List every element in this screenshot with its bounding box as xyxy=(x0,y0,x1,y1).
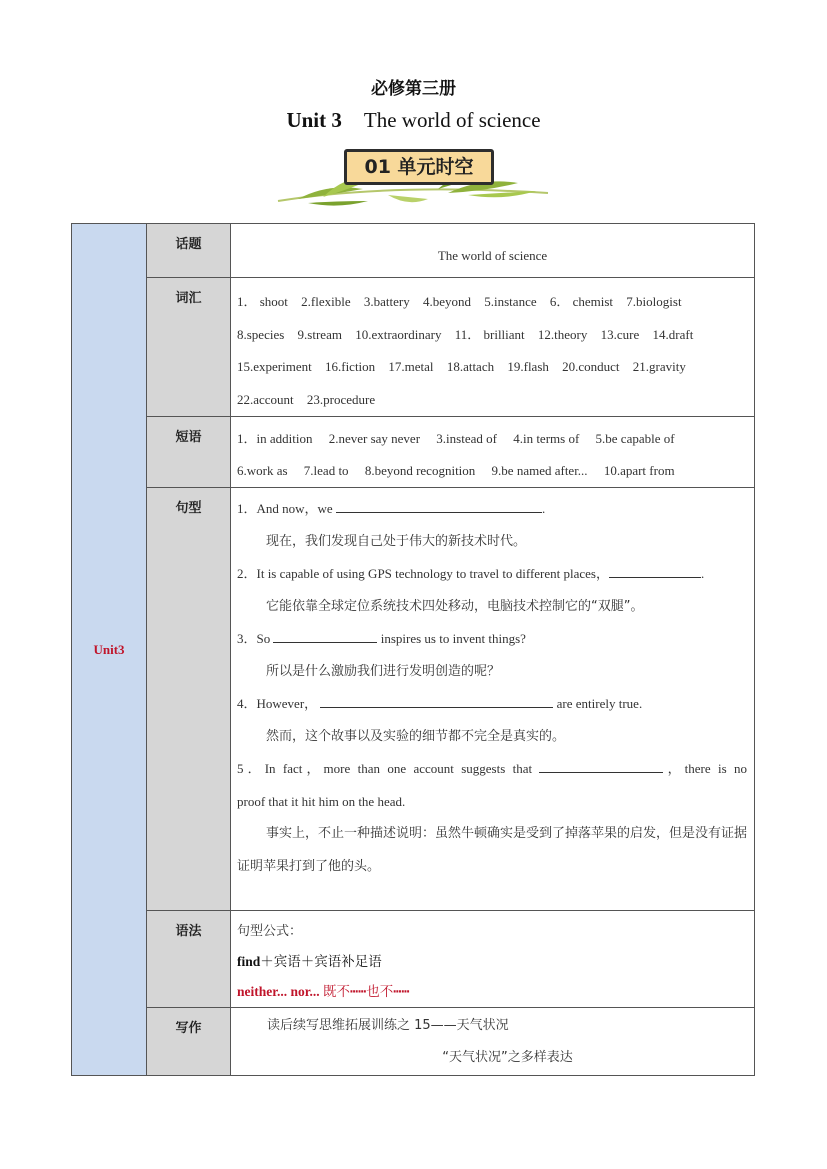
writing-task-title: 读后续写思维拓展训练之 15——天气状况 xyxy=(267,1018,509,1033)
vocabulary-item: 12.theory xyxy=(537,326,588,342)
banner-label: 01 单元时空 xyxy=(344,149,494,185)
vocabulary-item: 6． chemist xyxy=(549,294,614,309)
sentence-5: 5．In fact，more than one account suggests that ，there is no xyxy=(237,753,747,786)
blank-3[interactable] xyxy=(273,628,377,643)
vocabulary-item: 20.conduct xyxy=(562,359,620,374)
phrase-item: 9.be named after... xyxy=(491,463,588,478)
vocabulary-item: 1． shoot xyxy=(237,294,288,309)
phrases-label: 短语 xyxy=(147,417,231,488)
vocabulary-item: 10.extraordinary xyxy=(355,326,442,342)
section-banner xyxy=(268,143,558,215)
sentence-3: 3．So inspires us to invent things? xyxy=(237,623,747,656)
vocabulary-item: 23.procedure xyxy=(306,391,376,407)
vocabulary-item: 15.experiment xyxy=(237,359,312,374)
phrase-item: 2.never say never xyxy=(328,431,421,446)
phrase-item: 3.instead of xyxy=(436,431,497,446)
sentence-1: 1．And now，we . xyxy=(237,493,747,526)
grammar-pattern-find: find＋宾语＋宾语补足语 xyxy=(237,954,382,970)
vocabulary-item: 21.gravity xyxy=(632,359,686,374)
unit-number: Unit 3 xyxy=(286,108,342,132)
phrases-cell xyxy=(231,417,755,488)
unit-table xyxy=(71,223,755,1076)
blank-2[interactable] xyxy=(609,563,701,578)
phrase-item: 7.lead to xyxy=(303,463,349,478)
phrase-item: 4.in terms of xyxy=(513,431,580,446)
vocabulary-item: 16.fiction xyxy=(324,359,376,374)
topic-label: 话题 xyxy=(147,224,231,278)
vocabulary-item: 5.instance xyxy=(484,294,537,309)
sentence-2-translation: 它能依靠全球定位系统技术四处移动，电脑技术控制它的“双腿”。 xyxy=(266,598,644,614)
vocabulary-item: 13.cure xyxy=(600,326,640,342)
vocabulary-item: 7.biologist xyxy=(626,294,682,309)
vocabulary-item: 11． brilliant xyxy=(454,326,525,342)
vocabulary-item: 22.account xyxy=(237,391,294,407)
sentence-2: 2．It is capable of using GPS technology to travel to different places， . xyxy=(237,558,747,591)
sentence-5-translation: 事实上，不止一种描述说明：虽然牛顿确实是受到了掉落苹果的启发，但是没有证据证明苹果打到了他的头。 xyxy=(237,826,748,874)
grammar-cell xyxy=(231,911,755,1008)
blank-1[interactable] xyxy=(336,498,542,513)
phrase-list xyxy=(231,417,754,487)
phrase-item: 10.apart from xyxy=(603,463,675,478)
vocabulary-list xyxy=(231,278,754,416)
sentence-1-translation: 现在，我们发现自己处于伟大的新技术时代。 xyxy=(266,533,527,549)
sentences-label: 句型 xyxy=(147,488,231,911)
topic-cell xyxy=(231,224,755,278)
phrase-item: 6.work as xyxy=(237,463,288,478)
sentence-5-continued: proof that it hit him on the head. xyxy=(237,793,406,809)
book-title: 必修第三册 xyxy=(371,79,456,99)
vocabulary-item: 4.beyond xyxy=(422,294,472,309)
vocabulary-item: 9.stream xyxy=(297,326,342,342)
grammar-pattern-neither-nor: neither... nor... 既不┅┅也不┅┅ xyxy=(237,984,410,1000)
phrase-item: 5.be capable of xyxy=(595,431,675,446)
writing-task-subtitle: “天气状况”之多样表达 xyxy=(442,1050,573,1065)
sentence-3-translation: 所以是什么激励我们进行发明创造的呢？ xyxy=(266,663,501,679)
phrase-item: 8.beyond recognition xyxy=(364,463,476,478)
sentence-4-translation: 然而，这个故事以及实验的细节都不完全是真实的。 xyxy=(266,728,566,744)
unit-label-cell: Unit3 xyxy=(72,224,147,1076)
vocabulary-item: 17.metal xyxy=(388,359,434,374)
vocabulary-item: 19.flash xyxy=(507,359,549,374)
topic-text: The world of science xyxy=(437,248,548,263)
phrase-item: 1．in addition xyxy=(237,431,313,446)
grammar-label: 语法 xyxy=(147,911,231,1008)
vocabulary-label: 词汇 xyxy=(147,278,231,417)
grammar-formula-heading: 句型公式： xyxy=(237,924,303,939)
vocabulary-cell xyxy=(231,278,755,417)
sentence-4: 4．However， are entirely true. xyxy=(237,688,747,721)
sentences-cell xyxy=(231,488,755,911)
unit-title xyxy=(0,108,827,133)
vocabulary-item: 8.species xyxy=(237,326,285,342)
blank-4[interactable] xyxy=(320,693,553,708)
vocabulary-item: 18.attach xyxy=(446,359,495,374)
unit-name: The world of science xyxy=(363,108,541,132)
vocabulary-item: 2.flexible xyxy=(301,294,351,309)
blank-5[interactable] xyxy=(539,758,663,773)
vocabulary-item: 14.draft xyxy=(652,326,694,342)
vocabulary-item: 3.battery xyxy=(363,294,410,309)
writing-cell xyxy=(231,1008,755,1076)
writing-label: 写作 xyxy=(147,1008,231,1076)
